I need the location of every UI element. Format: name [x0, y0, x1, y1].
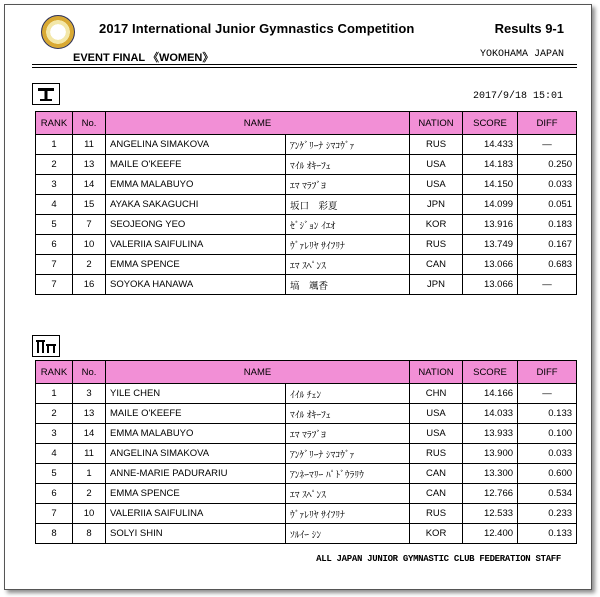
- rank-cell: 2: [36, 155, 73, 175]
- kana-name-cell: ｱﾝｹﾞﾘｰﾅ ｼﾏｺｳﾞｧ: [286, 135, 410, 155]
- kana-name-cell: ｿﾙｲｰ ｼﾝ: [286, 524, 410, 544]
- kana-name-cell: ｴﾏ ﾏﾗﾌﾞﾖ: [286, 424, 410, 444]
- diff-cell: 0.233: [518, 504, 577, 524]
- rank-header: RANK: [36, 361, 73, 384]
- diff-cell: 0.133: [518, 404, 577, 424]
- score-header: SCORE: [463, 112, 518, 135]
- score-cell: 14.033: [463, 404, 518, 424]
- diff-cell: 0.133: [518, 524, 577, 544]
- name-cell: MAILE O'KEEFE: [106, 155, 286, 175]
- score-cell: 14.166: [463, 384, 518, 404]
- number-cell: 11: [73, 444, 106, 464]
- nation-cell: JPN: [410, 275, 463, 295]
- vault-icon: [32, 83, 60, 105]
- header-divider-bottom: [32, 67, 577, 68]
- table-row: [36, 404, 577, 424]
- kana-name-cell: ｱﾝｹﾞﾘｰﾅ ｼﾏｺｳﾞｧ: [286, 444, 410, 464]
- table-row: [36, 195, 577, 215]
- score-cell: 13.916: [463, 215, 518, 235]
- name-cell: MAILE O'KEEFE: [106, 404, 286, 424]
- score-cell: 14.183: [463, 155, 518, 175]
- nation-cell: CAN: [410, 255, 463, 275]
- table-row: [36, 464, 577, 484]
- number-cell: 1: [73, 464, 106, 484]
- nation-cell: USA: [410, 404, 463, 424]
- score-cell: 12.533: [463, 504, 518, 524]
- name-cell: EMMA SPENCE: [106, 255, 286, 275]
- name-header: NAME: [106, 361, 410, 384]
- score-cell: 13.900: [463, 444, 518, 464]
- score-cell: 13.933: [463, 424, 518, 444]
- number-cell: 14: [73, 175, 106, 195]
- number-cell: 8: [73, 524, 106, 544]
- rank-cell: 6: [36, 235, 73, 255]
- table-row: [36, 135, 577, 155]
- name-cell: YILE CHEN: [106, 384, 286, 404]
- score-cell: 12.766: [463, 484, 518, 504]
- rank-cell: 2: [36, 404, 73, 424]
- rank-cell: 4: [36, 195, 73, 215]
- name-cell: AYAKA SAKAGUCHI: [106, 195, 286, 215]
- score-cell: 13.300: [463, 464, 518, 484]
- nation-cell: RUS: [410, 235, 463, 255]
- number-cell: 13: [73, 155, 106, 175]
- number-cell: 10: [73, 235, 106, 255]
- table-row: [36, 215, 577, 235]
- location-label: YOKOHAMA JAPAN: [479, 49, 564, 60]
- number-cell: 7: [73, 215, 106, 235]
- rank-cell: 5: [36, 215, 73, 235]
- nation-header: NATION: [410, 361, 463, 384]
- nation-cell: USA: [410, 424, 463, 444]
- diff-cell: 0.250: [518, 155, 577, 175]
- diff-cell: 0.183: [518, 215, 577, 235]
- name-header: NAME: [106, 112, 410, 135]
- rank-cell: 1: [36, 135, 73, 155]
- number-cell: 11: [73, 135, 106, 155]
- number-cell: 10: [73, 504, 106, 524]
- rank-header: RANK: [36, 112, 73, 135]
- number-cell: 14: [73, 424, 106, 444]
- name-cell: VALERIIA SAIFULINA: [106, 504, 286, 524]
- nation-cell: RUS: [410, 444, 463, 464]
- rank-cell: 3: [36, 175, 73, 195]
- nation-cell: KOR: [410, 215, 463, 235]
- table-row: [36, 444, 577, 464]
- table-row: [36, 275, 577, 295]
- page-title: 2017 International Junior Gymnastics Competition: [99, 21, 415, 36]
- score-cell: 14.433: [463, 135, 518, 155]
- number-cell: 13: [73, 404, 106, 424]
- score-cell: 12.400: [463, 524, 518, 544]
- nation-header: NATION: [410, 112, 463, 135]
- diff-cell: 0.167: [518, 235, 577, 255]
- nation-cell: USA: [410, 155, 463, 175]
- name-cell: EMMA MALABUYO: [106, 424, 286, 444]
- name-cell: SOYOKA HANAWA: [106, 275, 286, 295]
- diff-header: DIFF: [518, 112, 577, 135]
- nation-cell: KOR: [410, 524, 463, 544]
- diff-cell: 0.683: [518, 255, 577, 275]
- name-cell: ANGELINA SIMAKOVA: [106, 444, 286, 464]
- table-header-row: [36, 112, 577, 135]
- footer-credit: ALL JAPAN JUNIOR GYMNASTIC CLUB FEDERATION STAFF: [316, 554, 561, 564]
- event-subtitle: EVENT FINAL 《WOMEN》: [73, 52, 214, 64]
- diff-cell: 0.033: [518, 444, 577, 464]
- table-header-row: [36, 361, 577, 384]
- table-row: [36, 255, 577, 275]
- rank-cell: 3: [36, 424, 73, 444]
- table-row: [36, 235, 577, 255]
- kana-name-cell: ｴﾏ ｽﾍﾟﾝｽ: [286, 484, 410, 504]
- table-row: [36, 524, 577, 544]
- table-row: [36, 175, 577, 195]
- rank-cell: 5: [36, 464, 73, 484]
- diff-cell: —: [518, 384, 577, 404]
- diff-cell: 0.600: [518, 464, 577, 484]
- score-cell: 13.066: [463, 255, 518, 275]
- kana-name-cell: ｳﾞｧﾚﾘﾔ ｻｲﾌﾘﾅ: [286, 504, 410, 524]
- nation-cell: RUS: [410, 135, 463, 155]
- number-cell: 16: [73, 275, 106, 295]
- rank-cell: 4: [36, 444, 73, 464]
- kana-name-cell: ｱﾝﾈｰﾏﾘｰ ﾊﾟﾄﾞｳﾗﾘｳ: [286, 464, 410, 484]
- results-sheet: [4, 4, 592, 590]
- name-cell: SOLYI SHIN: [106, 524, 286, 544]
- table-row: [36, 384, 577, 404]
- diff-cell: —: [518, 275, 577, 295]
- header-divider-top: [32, 64, 577, 65]
- name-cell: ANGELINA SIMAKOVA: [106, 135, 286, 155]
- number-cell: 3: [73, 384, 106, 404]
- rank-cell: 8: [36, 524, 73, 544]
- name-cell: EMMA MALABUYO: [106, 175, 286, 195]
- number-header: No.: [73, 112, 106, 135]
- diff-cell: 0.534: [518, 484, 577, 504]
- score-cell: 14.150: [463, 175, 518, 195]
- number-header: No.: [73, 361, 106, 384]
- kana-name-cell: 坂口 彩夏: [286, 195, 410, 215]
- kana-name-cell: ｴﾏ ﾏﾗﾌﾞﾖ: [286, 175, 410, 195]
- nation-cell: USA: [410, 175, 463, 195]
- nation-cell: JPN: [410, 195, 463, 215]
- rank-cell: 1: [36, 384, 73, 404]
- federation-logo: [41, 15, 75, 49]
- number-cell: 2: [73, 484, 106, 504]
- results-label: Results 9-1: [494, 21, 564, 36]
- vault-results-table: [35, 111, 577, 295]
- kana-name-cell: ﾏｲﾙ ｵｷｰﾌｪ: [286, 155, 410, 175]
- kana-name-cell: ｳﾞｧﾚﾘﾔ ｻｲﾌﾘﾅ: [286, 235, 410, 255]
- rank-cell: 6: [36, 484, 73, 504]
- nation-cell: CAN: [410, 464, 463, 484]
- diff-cell: 0.100: [518, 424, 577, 444]
- table-row: [36, 484, 577, 504]
- diff-cell: 0.033: [518, 175, 577, 195]
- kana-name-cell: 塙 颯香: [286, 275, 410, 295]
- name-cell: SEOJEONG YEO: [106, 215, 286, 235]
- number-cell: 2: [73, 255, 106, 275]
- table-row: [36, 504, 577, 524]
- number-cell: 15: [73, 195, 106, 215]
- diff-cell: —: [518, 135, 577, 155]
- name-cell: VALERIIA SAIFULINA: [106, 235, 286, 255]
- diff-header: DIFF: [518, 361, 577, 384]
- diff-cell: 0.051: [518, 195, 577, 215]
- table-row: [36, 424, 577, 444]
- nation-cell: CHN: [410, 384, 463, 404]
- name-cell: EMMA SPENCE: [106, 484, 286, 504]
- rank-cell: 7: [36, 275, 73, 295]
- uneven-bars-results-table: [35, 360, 577, 544]
- rank-cell: 7: [36, 255, 73, 275]
- timestamp: 2017/9/18 15:01: [472, 91, 563, 102]
- kana-name-cell: ｾﾞｼﾞｮﾝ ｲｴｵ: [286, 215, 410, 235]
- score-cell: 13.066: [463, 275, 518, 295]
- kana-name-cell: ｴﾏ ｽﾍﾟﾝｽ: [286, 255, 410, 275]
- score-cell: 14.099: [463, 195, 518, 215]
- name-cell: ANNE-MARIE PADURARIU: [106, 464, 286, 484]
- nation-cell: RUS: [410, 504, 463, 524]
- kana-name-cell: ﾏｲﾙ ｵｷｰﾌｪ: [286, 404, 410, 424]
- table-row: [36, 155, 577, 175]
- nation-cell: CAN: [410, 484, 463, 504]
- score-cell: 13.749: [463, 235, 518, 255]
- rank-cell: 7: [36, 504, 73, 524]
- score-header: SCORE: [463, 361, 518, 384]
- kana-name-cell: ｲｲﾙ ﾁｪﾝ: [286, 384, 410, 404]
- uneven-bars-icon: [32, 335, 60, 357]
